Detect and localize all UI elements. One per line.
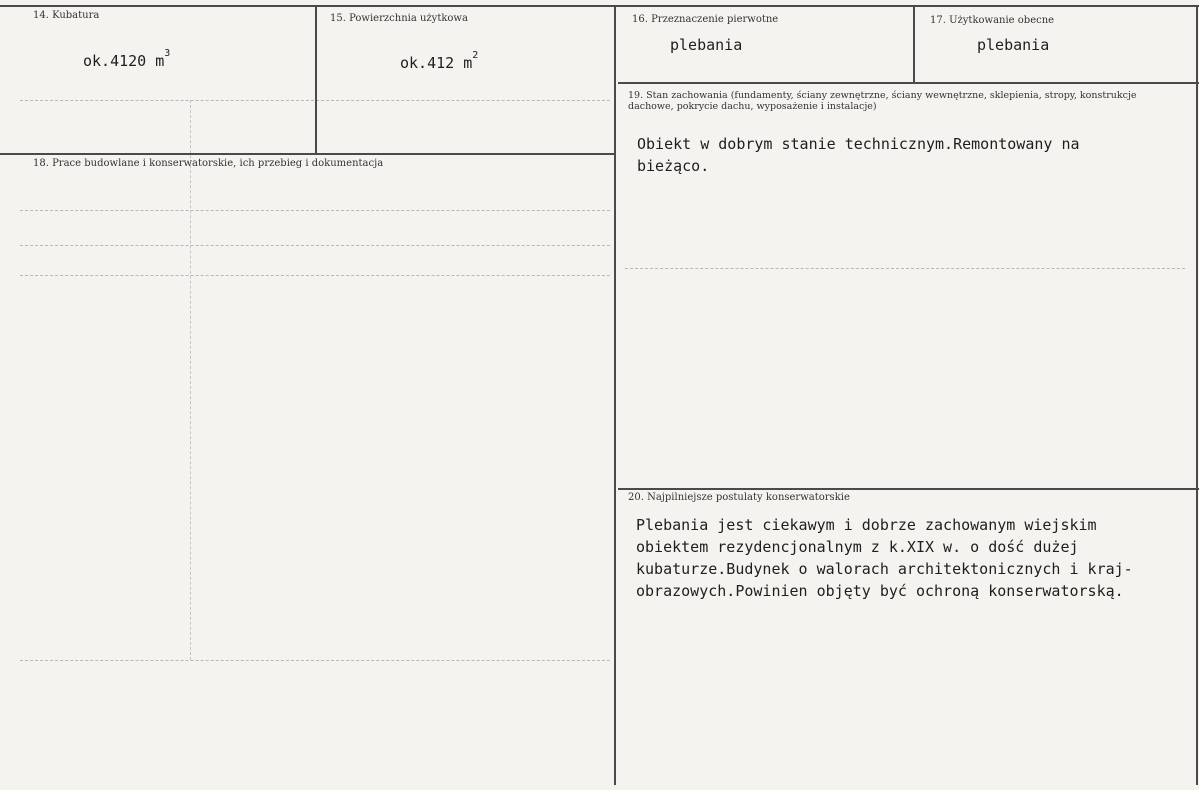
field-14-value <box>83 48 171 70</box>
field-15-value <box>400 50 479 72</box>
field-20-label: 20. Najpilniejsze postulaty konserwatorskie <box>628 492 850 503</box>
field-15-label: 15. Powierzchnia użytkowa <box>330 13 468 24</box>
field-19-value: Obiekt w dobrym stanie technicznym.Remontowany na bieżąco. <box>637 135 1080 175</box>
bleed-through-line <box>20 275 610 276</box>
postulate-line: Plebania jest ciekawym i dobrze zachowanym wiejskim <box>636 516 1097 534</box>
row-divider-left <box>0 153 614 155</box>
area-value: ok.412 m <box>400 54 473 72</box>
row-divider-19-20 <box>618 488 1199 490</box>
cubature-value: ok.4120 m <box>83 52 165 70</box>
divider-16-17 <box>913 5 915 82</box>
bleed-through-line <box>190 100 191 660</box>
postulate-line: obrazowych.Powinien objęty być ochroną konserwatorską. <box>636 582 1124 600</box>
cubature-unit-superscript: 3 <box>164 48 171 59</box>
bleed-through-line <box>20 210 610 211</box>
bleed-through-line <box>20 660 610 661</box>
bleed-through-line <box>625 268 1185 269</box>
field-18-label: 18. Prace budowlane i konserwatorskie, ich przebieg i dokumentacja <box>33 158 384 169</box>
bleed-through-line <box>20 245 610 246</box>
row-divider-16-19 <box>618 82 1199 84</box>
field-16-label: 16. Przeznaczenie pierwotne <box>632 14 779 25</box>
field-16-value: plebania <box>670 36 743 54</box>
right-edge <box>1196 5 1198 785</box>
field-17-value: plebania <box>977 36 1050 54</box>
top-border <box>0 5 1199 7</box>
field-19-label: 19. Stan zachowania (fundamenty, ściany zewnętrzne, ściany wewnętrzne, sklepienia, stropy, konstrukcje dachowe, pokrycie dachu, wyposażenie i instalacje) <box>628 90 1137 112</box>
field-14-label: 14. Kubatura <box>33 10 100 21</box>
divider-main <box>614 5 616 785</box>
divider-14-15 <box>315 5 317 153</box>
field-17-label: 17. Użytkowanie obecne <box>930 15 1055 26</box>
postulate-line: kubaturze.Budynek o walorach architektonicznych i kraj- <box>636 560 1133 578</box>
field-20-value <box>636 514 1186 602</box>
postulate-line: obiektem rezydencjonalnym z k.XIX w. o dość dużej <box>636 538 1079 556</box>
area-unit-superscript: 2 <box>472 50 479 61</box>
